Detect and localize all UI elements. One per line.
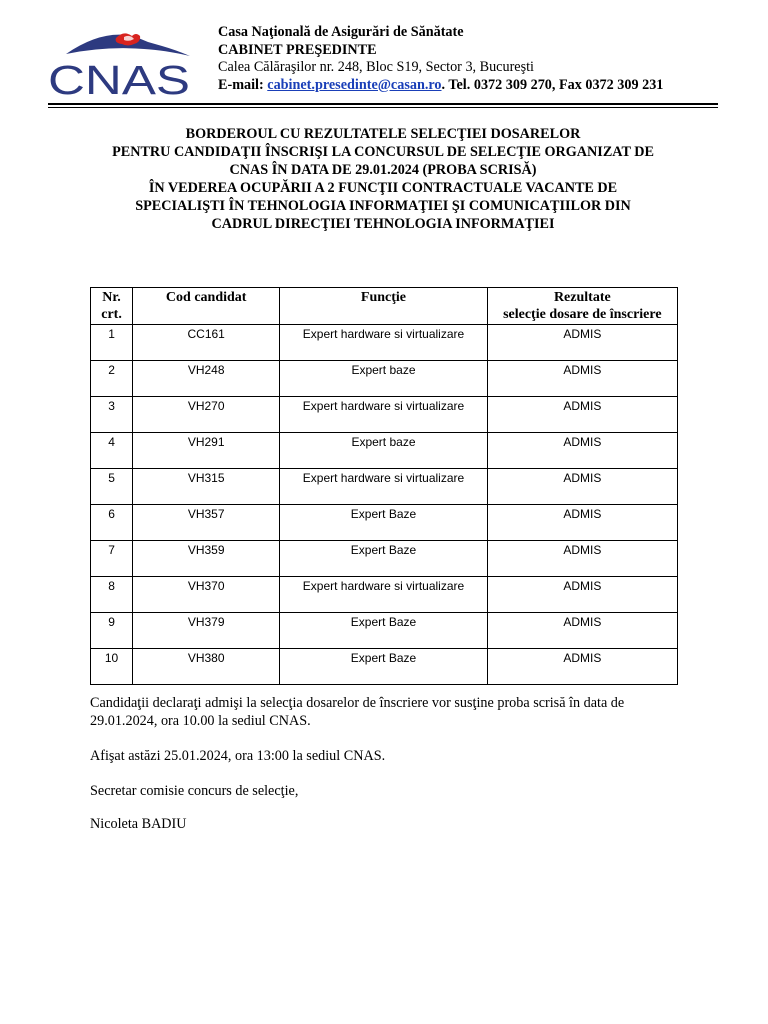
table-row (91, 613, 678, 649)
cell-cod: VH291 (133, 433, 280, 469)
header-nr-line2: crt. (101, 307, 122, 322)
header-nr-line1: Nr. (102, 290, 121, 305)
cell-rezultat: ADMIS (487, 325, 677, 361)
address: Calea Călăraşilor nr. 248, Bloc S19, Sector 3, Bucureşti (218, 59, 535, 75)
cell-nr: 9 (91, 613, 133, 649)
cell-functie: Expert hardware si virtualizare (280, 577, 487, 613)
cell-cod: CC161 (133, 325, 280, 361)
title-line: ÎN VEDEREA OCUPĂRII A 2 FUNCŢII CONTRACTUALE VACANTE DE (148, 180, 618, 196)
posting-notice: Afişat astăzi 25.01.2024, ora 13:00 la sediul CNAS. (90, 748, 386, 764)
cell-nr: 8 (91, 577, 133, 613)
secretary-title: Secretar comisie concurs de selecţie, (90, 783, 299, 799)
header-nr (91, 288, 133, 325)
cell-cod: VH379 (133, 613, 280, 649)
institution-name: Casa Naţională de Asigurări de Sănătate (218, 24, 464, 40)
header-divider-thick (48, 103, 718, 105)
table-row (91, 433, 678, 469)
results-table (90, 287, 678, 685)
cell-nr: 3 (91, 397, 133, 433)
cell-rezultat: ADMIS (487, 541, 677, 577)
title-line: CNAS ÎN DATA DE 29.01.2024 (PROBA SCRISĂ) (229, 162, 537, 178)
cell-functie: Expert baze (280, 433, 487, 469)
cnas-logo (44, 24, 194, 100)
table-row (91, 325, 678, 361)
letterhead (218, 24, 663, 94)
header-divider-thin (48, 107, 718, 108)
title-line: SPECIALIŞTI ÎN TEHNOLOGIA INFORMAŢIEI ŞI COMUNICAŢIILOR DIN (135, 198, 631, 214)
cell-cod: VH270 (133, 397, 280, 433)
cell-cod: VH380 (133, 649, 280, 685)
cell-cod: VH248 (133, 361, 280, 397)
cell-cod: VH357 (133, 505, 280, 541)
document-title (80, 125, 686, 233)
cell-nr: 10 (91, 649, 133, 685)
header-rezultate-line1: Rezultate (553, 290, 611, 305)
table-row (91, 577, 678, 613)
cell-nr: 6 (91, 505, 133, 541)
cell-nr: 1 (91, 325, 133, 361)
title-line: PENTRU CANDIDAŢII ÎNSCRIŞI LA CONCURSUL DE SELECŢIE ORGANIZAT DE (112, 144, 654, 160)
cell-cod: VH359 (133, 541, 280, 577)
cell-functie: Expert Baze (280, 649, 487, 685)
cell-functie: Expert hardware si virtualizare (280, 469, 487, 505)
admission-note-line2: 29.01.2024, ora 10.00 la sediul CNAS. (90, 712, 311, 729)
cell-functie: Expert Baze (280, 505, 487, 541)
cell-functie: Expert baze (280, 361, 487, 397)
office-name: CABINET PREŞEDINTE (218, 41, 377, 58)
cell-rezultat: ADMIS (487, 433, 677, 469)
cell-functie: Expert hardware si virtualizare (280, 397, 487, 433)
cell-nr: 4 (91, 433, 133, 469)
cell-cod: VH315 (133, 469, 280, 505)
admission-note (90, 695, 680, 730)
header-rezultate-line2: selecţie dosare de înscriere (503, 307, 662, 322)
cell-rezultat: ADMIS (487, 649, 677, 685)
header-functie: Funcţie (280, 288, 487, 325)
cell-rezultat: ADMIS (487, 505, 677, 541)
cell-cod: VH370 (133, 577, 280, 613)
title-line: CADRUL DIRECŢIEI TEHNOLOGIA INFORMAŢIEI (211, 216, 555, 232)
email-link[interactable]: cabinet.presedinte@casan.ro (267, 76, 442, 93)
contact-line (218, 77, 663, 95)
secretary-name: Nicoleta BADIU (90, 816, 187, 832)
cell-rezultat: ADMIS (487, 361, 677, 397)
header-rezultate (487, 288, 677, 325)
table-row (91, 649, 678, 685)
table-header-row (91, 288, 678, 325)
cell-nr: 7 (91, 541, 133, 577)
phone-fax: . Tel. 0372 309 270, Fax 0372 309 231 (441, 76, 664, 93)
cell-nr: 5 (91, 469, 133, 505)
cell-nr: 2 (91, 361, 133, 397)
admission-note-line1: Candidaţii declaraţi admişi la selecţia dosarelor de înscriere vor susţine proba scrisă în data de (90, 695, 625, 711)
email-label: E-mail: (218, 76, 268, 93)
cell-rezultat: ADMIS (487, 613, 677, 649)
cell-functie: Expert Baze (280, 541, 487, 577)
title-line: BORDEROUL CU REZULTATELE SELECŢIEI DOSARELOR (185, 126, 581, 142)
header-cod: Cod candidat (133, 288, 280, 325)
cell-rezultat: ADMIS (487, 469, 677, 505)
table-row (91, 541, 678, 577)
cell-rezultat: ADMIS (487, 397, 677, 433)
cell-functie: Expert hardware si virtualizare (280, 325, 487, 361)
cell-rezultat: ADMIS (487, 577, 677, 613)
table-row (91, 361, 678, 397)
table-row (91, 469, 678, 505)
table-row (91, 397, 678, 433)
cell-functie: Expert Baze (280, 613, 487, 649)
logo-text: CNAS (48, 57, 190, 100)
table-row (91, 505, 678, 541)
